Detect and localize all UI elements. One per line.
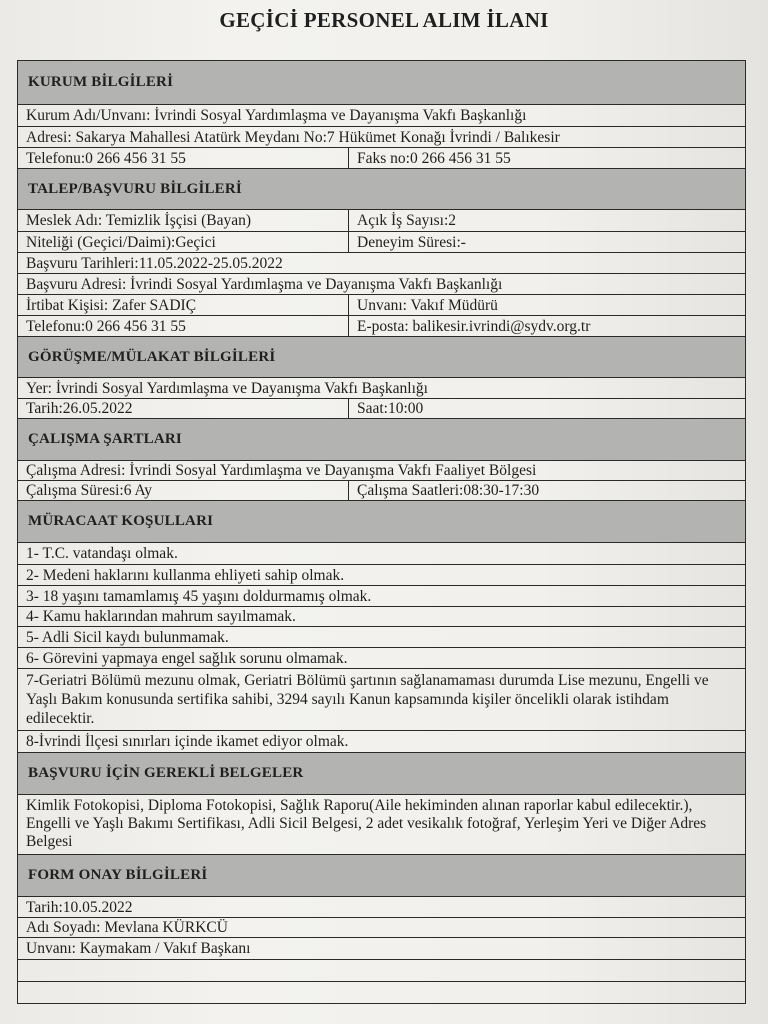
onay-tarih: Tarih:10.05.2022 xyxy=(26,898,133,916)
talep-irtibat: İrtibat Kişisi: Zafer SADIÇ xyxy=(18,295,349,315)
gorusme-yer-row xyxy=(18,378,745,399)
belgeler-text: Kimlik Fotokopisi, Diploma Fotokopisi, Sağlık Raporu(Aile hekiminden alınan raporlar kabul edilecektir.), Engelli ve Yaşlı Bakımı Sertifikası, Adli Sicil Belgesi, 2 adet vesikalık fotoğraf, Yerleşim Yeri ve Diğer Adres Belgesi xyxy=(26,797,707,850)
gorusme-saat: Saat:10:00 xyxy=(357,400,424,417)
calisma-sure: Çalışma Süresi:6 Ay xyxy=(18,481,349,500)
talep-meslek: Meslek Adı: Temizlik İşçisi (Bayan) xyxy=(18,210,349,231)
announcement-form xyxy=(17,60,746,1004)
onay-empty-cell xyxy=(18,960,745,981)
talep-tarihler: Başvuru Tarihleri:11.05.2022-25.05.2022 xyxy=(26,254,283,272)
kosul-row xyxy=(18,731,745,753)
section-talep-header: TALEP/BAŞVURU BİLGİLERİ xyxy=(18,169,745,210)
kurum-adres: Adresi: Sakarya Mahallesi Atatürk Meydanı No:7 Hükümet Konağı İvrindi / Balıkesir xyxy=(26,128,560,146)
onay-empty-row xyxy=(18,982,745,1004)
kosul-row xyxy=(18,648,745,669)
gorusme-zaman-row xyxy=(18,399,745,419)
onay-empty-row xyxy=(18,960,745,982)
talep-telefon: Telefonu:0 266 456 31 55 xyxy=(18,316,349,336)
onay-unvan-row xyxy=(18,938,745,960)
kosul-row xyxy=(18,607,745,627)
talep-deneyim: Deneyim Süresi:- xyxy=(357,233,466,251)
kosul-1: 1- T.C. vatandaşı olmak. xyxy=(26,545,178,562)
talep-unvan: Unvanı: Vakıf Müdürü xyxy=(357,296,498,314)
kurum-faks: Faks no:0 266 456 31 55 xyxy=(357,149,511,167)
section-kurum-header: KURUM BİLGİLERİ xyxy=(18,61,745,105)
kosul-3: 3- 18 yaşını tamamlamış 45 yaşını doldurmamış olmak. xyxy=(26,587,372,605)
kosul-8: 8-İvrindi İlçesi sınırları içinde ikamet ediyor olmak. xyxy=(26,733,349,750)
talep-nitelik: Niteliği (Geçici/Daimi):Geçici xyxy=(18,232,349,252)
section-gorusme-header: GÖRÜŞME/MÜLAKAT BİLGİLERİ xyxy=(18,337,745,378)
talep-irtibat-row xyxy=(18,295,745,316)
section-muracaat-header: MÜRACAAT KOŞULLARI xyxy=(18,501,745,543)
onay-empty-cell xyxy=(18,982,745,1003)
talep-eposta: E-posta: balikesir.ivrindi@sydv.org.tr xyxy=(357,317,591,335)
kosul-row xyxy=(18,565,745,586)
gorusme-yer: Yer: İvrindi Sosyal Yardımlaşma ve Dayanışma Vakfı Başkanlığı xyxy=(26,379,428,397)
kosul-row xyxy=(18,543,745,565)
talep-adres-row xyxy=(18,274,745,295)
document-title: GEÇİCİ PERSONEL ALIM İLANI xyxy=(219,8,549,32)
gorusme-tarih: Tarih:26.05.2022 xyxy=(18,399,349,418)
section-calisma-header: ÇALIŞMA ŞARTLARI xyxy=(18,419,745,461)
onay-adsoyad: Adı Soyadı: Mevlana KÜRKCÜ xyxy=(26,919,228,936)
talep-acik-is: Açık İş Sayısı:2 xyxy=(357,212,457,229)
belgeler-row xyxy=(18,795,745,855)
kurum-iletisim-row xyxy=(18,148,745,169)
talep-tarihler-row xyxy=(18,253,745,274)
kosul-row xyxy=(18,627,745,648)
onay-adsoyad-row xyxy=(18,918,745,938)
kurum-ad: Kurum Adı/Unvanı: İvrindi Sosyal Yardımlaşma ve Dayanışma Vakfı Başkanlığı xyxy=(26,107,527,124)
kosul-2: 2- Medeni haklarını kullanma ehliyeti sahip olmak. xyxy=(26,566,345,584)
talep-iletisim-row xyxy=(18,316,745,337)
kosul-6: 6- Görevini yapmaya engel sağlık sorunu olmamak. xyxy=(26,649,348,667)
kosul-4: 4- Kamu haklarından mahrum sayılmamak. xyxy=(26,608,296,625)
talep-adres: Başvuru Adresi: İvrindi Sosyal Yardımlaşma ve Dayanışma Vakfı Başkanlığı xyxy=(26,275,503,293)
kosul-row xyxy=(18,586,745,607)
section-belgeler-header: BAŞVURU İÇİN GEREKLİ BELGELER xyxy=(18,753,745,795)
calisma-saatler: Çalışma Saatleri:08:30-17:30 xyxy=(357,482,540,499)
calisma-adres-row xyxy=(18,461,745,481)
kosul-row xyxy=(18,669,745,731)
kosul-5: 5- Adli Sicil kaydı bulunmamak. xyxy=(26,628,229,646)
kurum-telefon: Telefonu:0 266 456 31 55 xyxy=(18,148,349,168)
onay-unvan: Unvanı: Kaymakam / Vakıf Başkanı xyxy=(26,940,251,957)
calisma-sure-row xyxy=(18,481,745,501)
calisma-adres: Çalışma Adresi: İvrindi Sosyal Yardımlaşma ve Dayanışma Vakfı Faaliyet Bölgesi xyxy=(26,462,537,479)
section-onay-header: FORM ONAY BİLGİLERİ xyxy=(18,855,745,897)
kosul-7: 7-Geriatri Bölümü mezunu olmak, Geriatri Bölümü şartının sağlanamaması durumda Lise mezunu, Engelli ve Yaşlı Bakım konusunda sertifika sahibi, 3294 sayılı Kanun kapsamında kişiler öncelikli olarak istihdam edilecektir. xyxy=(26,672,709,727)
talep-meslek-row xyxy=(18,210,745,232)
kurum-adres-row xyxy=(18,127,745,148)
onay-tarih-row xyxy=(18,897,745,918)
talep-nitelik-row xyxy=(18,232,745,253)
kurum-ad-row xyxy=(18,105,745,127)
